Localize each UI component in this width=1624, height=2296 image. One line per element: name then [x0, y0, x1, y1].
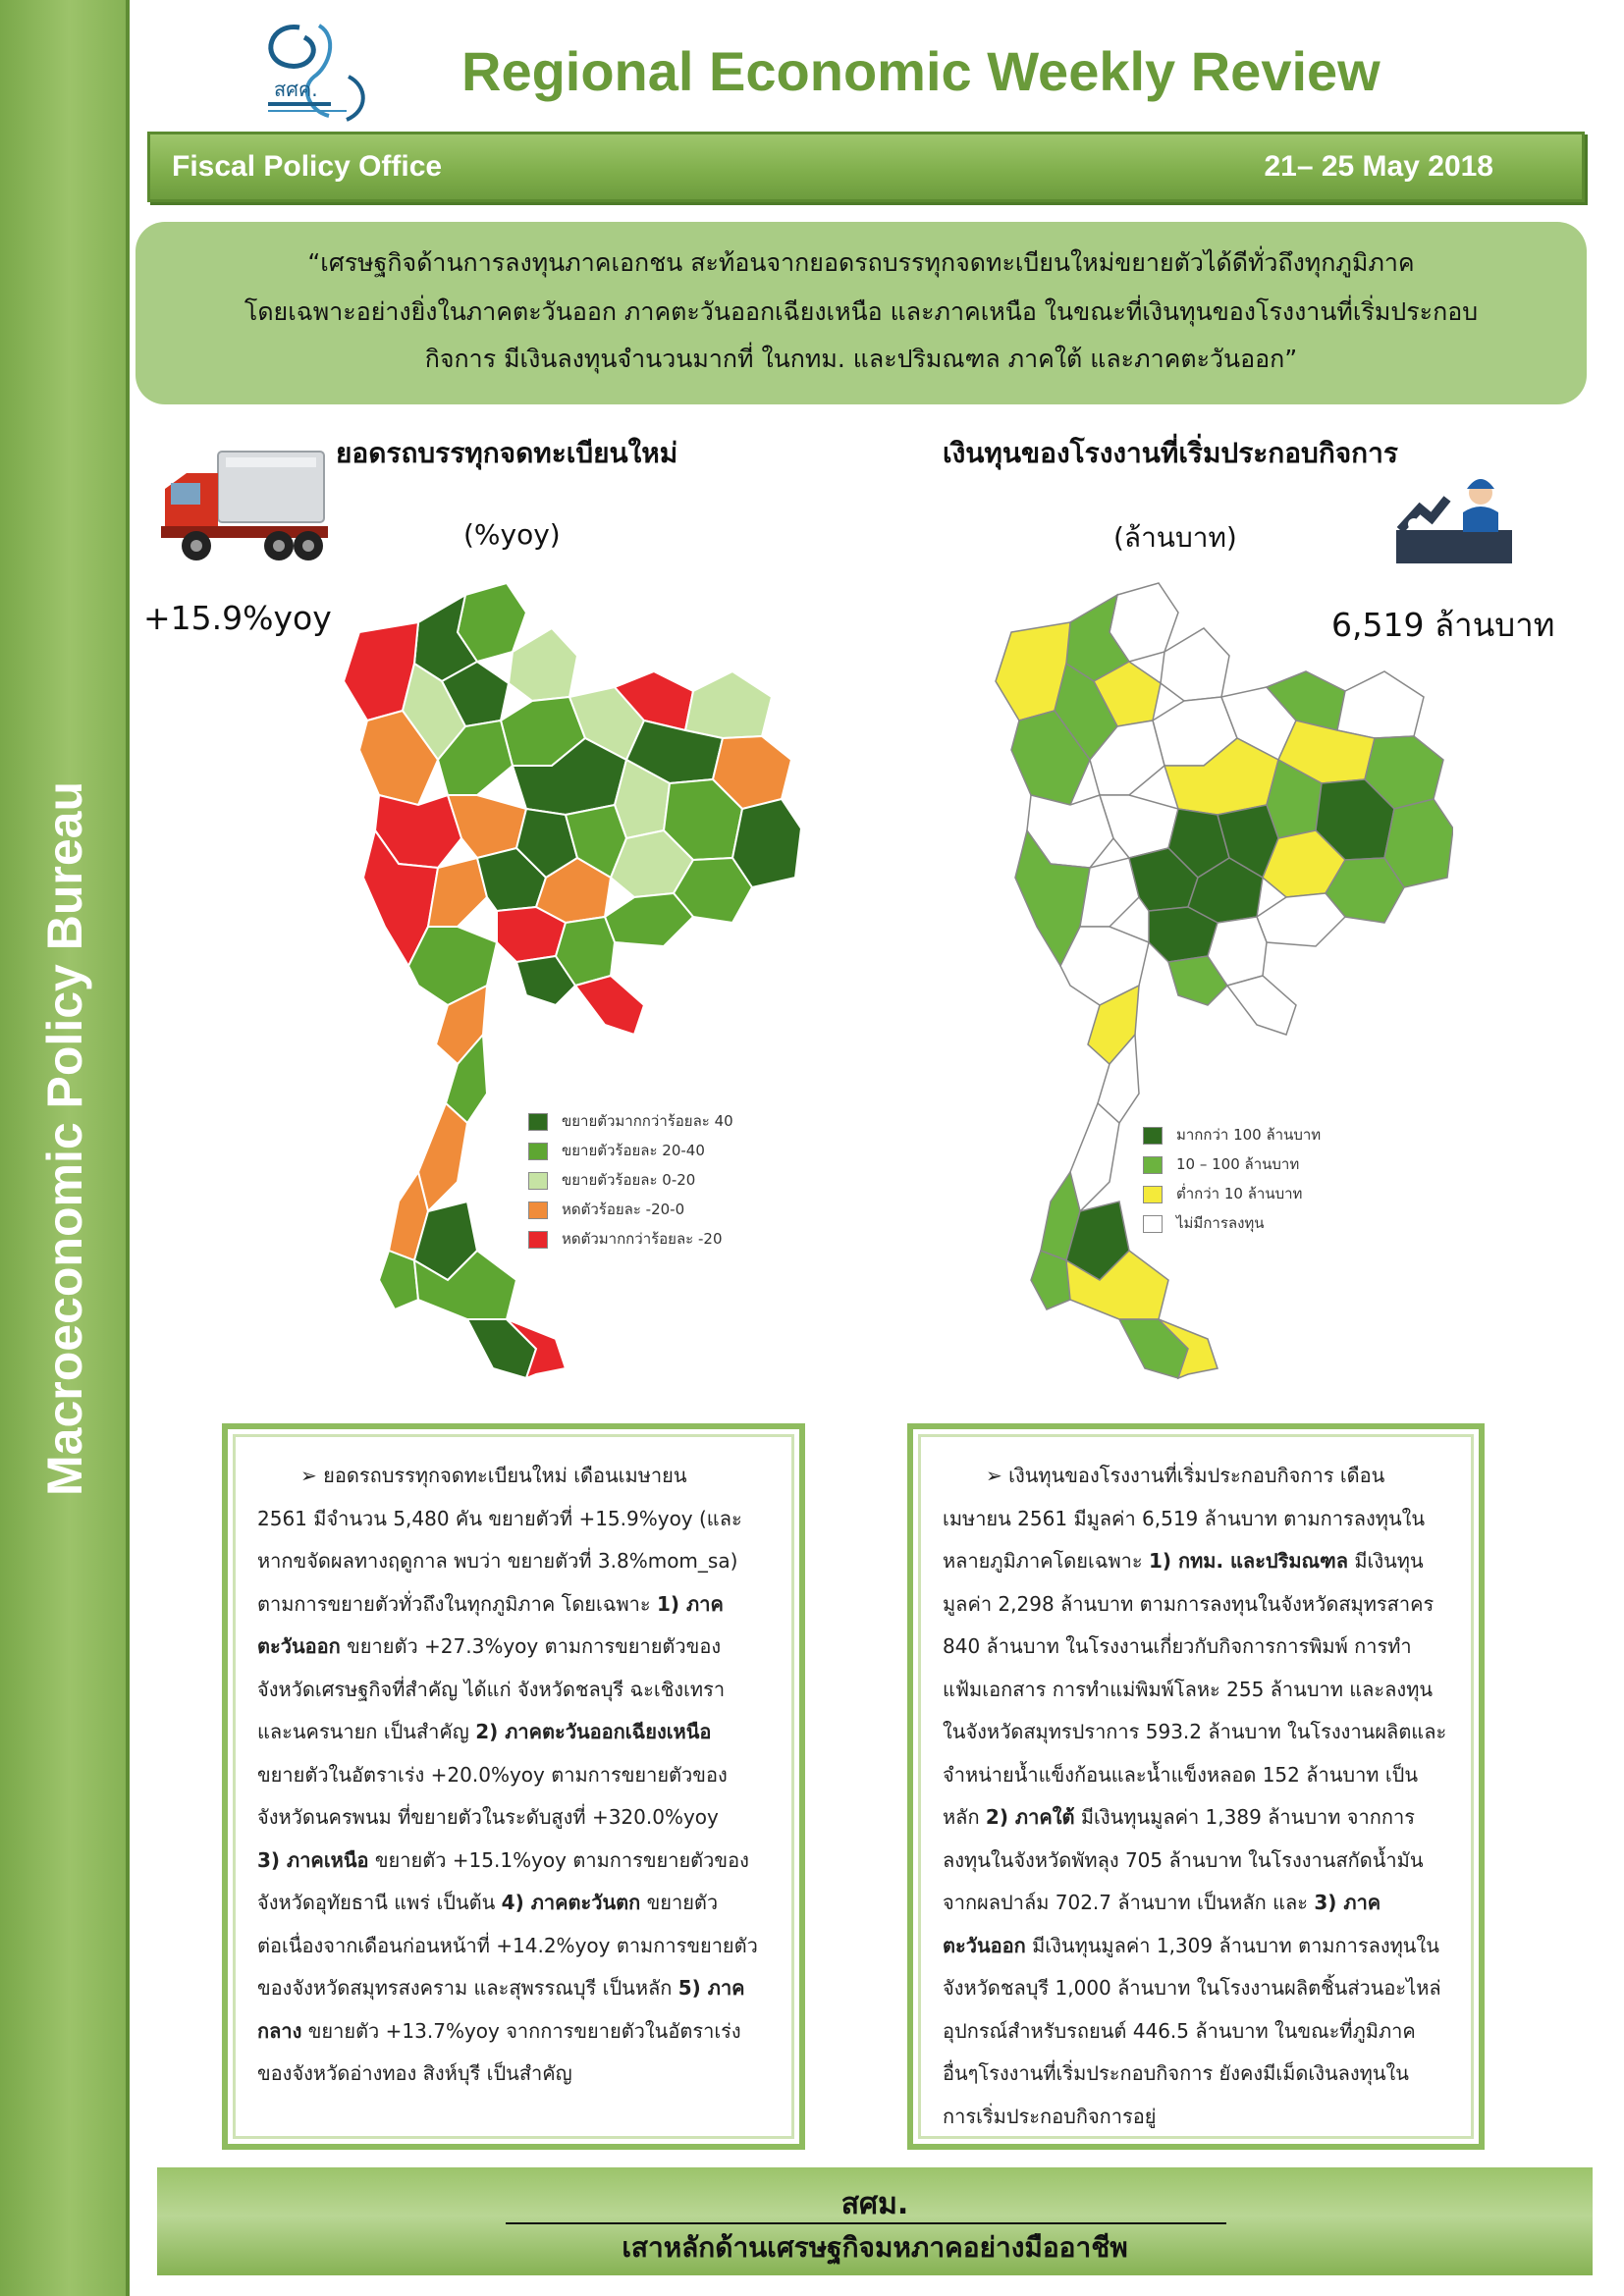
footer-bar: [157, 2167, 1593, 2275]
fpo-logo: [231, 18, 388, 133]
text-line: [943, 1626, 1446, 1669]
body-text: และนครนายก เป็นสำคัญ: [257, 1720, 476, 1743]
text-line: [943, 1754, 1446, 1797]
factory-chart-title: เงินทุนของโรงงานที่เริ่มประกอบกิจการ: [943, 437, 1398, 469]
emphasis-text: ตะวันออก: [943, 1933, 1026, 1957]
body-text: จากผลปาล์ม 702.7 ล้านบาท เป็นหลัก และ: [943, 1891, 1315, 1914]
body-text: ขยายตัวในอัตราเร่ง +20.0%yoy ตามการขยายตัวของ: [257, 1762, 728, 1787]
emphasis-text: 4) ภาคตะวันตก: [501, 1891, 641, 1914]
truck-growth-figure: +15.9%yoy: [143, 599, 332, 637]
text-line: [943, 1711, 1446, 1754]
quote-line: โดยเฉพาะอย่างยิ่งในภาคตะวันออก ภาคตะวันออกเฉียงเหนือ และภาคเหนือ ในขณะที่เงินทุนของโรงงานที่เริ่มประกอบ: [244, 297, 1479, 326]
body-text: ตามการขยายตัวทั่วถึงในทุกภูมิภาค โดยเฉพาะ: [257, 1591, 658, 1616]
text-line: [943, 1796, 1446, 1840]
body-text: เมษายน 2561 มีมูลค่า 6,519 ล้านบาท ตามการลงทุนใน: [943, 1506, 1426, 1530]
emphasis-text: กลาง: [257, 2018, 302, 2043]
text-line: [257, 1882, 758, 1925]
body-text: หากขจัดผลทางฤดูกาล พบว่า ขยายตัวที่ 3.8%mom_sa): [257, 1549, 738, 1573]
footer-slogan: เสาหลักด้านเศรษฐกิจมหภาคอย่างมืออาชีพ: [622, 2231, 1128, 2264]
text-line: [943, 2053, 1446, 2096]
quote-line: “เศรษฐกิจด้านการลงทุนภาคเอกชน สะท้อนจากยอดรถบรรทุกจดทะเบียนใหม่ขยายตัวได้ดีทั่วถึงทุกภูมิภาค: [307, 248, 1415, 277]
emphasis-text: 1) กทม. และปริมณฑล: [1148, 1549, 1348, 1573]
text-line: [943, 1540, 1446, 1583]
body-text: อุปกรณ์สำหรับรถยนต์ 446.5 ล้านบาท ในขณะที่ภูมิภาค: [943, 2018, 1416, 2043]
body-text: ในจังหวัดสมุทรปราการ 593.2 ล้านบาท ในโรงงานผลิตและ: [943, 1720, 1447, 1743]
legend-swatch: [528, 1172, 548, 1190]
body-text: มูลค่า 2,298 ล้านบาท ตามการลงทุนในจังหวัดสมุทรสาคร: [943, 1591, 1435, 1616]
text-line: [257, 2053, 758, 2096]
arrow-bullet-icon: ➢: [986, 1464, 1009, 1487]
body-text: แฟ้มเอกสาร การทำแม่พิมพ์โลหะ 255 ล้านบาท และลงทุน: [943, 1677, 1434, 1701]
office-name: Fiscal Policy Office: [172, 150, 443, 183]
truck-analysis-text: [257, 1455, 758, 2096]
emphasis-text: ตะวันออก: [257, 1634, 341, 1658]
factory-analysis-text: [943, 1455, 1446, 2138]
text-line: [257, 1796, 758, 1840]
body-text: หลัก: [943, 1805, 986, 1829]
body-text: จังหวัดเศรษฐกิจที่สำคัญ ได้แก่ จังหวัดชลบุรี ฉะเชิงเทรา: [257, 1677, 726, 1701]
factory-analysis-box: [907, 1423, 1485, 2150]
emphasis-text: 1) ภาค: [657, 1591, 724, 1616]
legend-swatch: [528, 1113, 548, 1131]
body-text: มีเงินทุนมูลค่า 1,389 ล้านบาท จากการ: [1074, 1805, 1415, 1829]
text-line: [257, 1840, 758, 1883]
body-text: ยอดรถบรรทุกจดทะเบียนใหม่ เดือนเมษายน: [323, 1464, 687, 1487]
text-line: [257, 1925, 758, 1968]
body-text: การเริ่มประกอบกิจการอยู่: [943, 2104, 1157, 2128]
body-text: ขยายตัว +13.7%yoy จากการขยายตัวในอัตราเร่ง: [301, 2018, 741, 2043]
body-text: ของจังหวัดสมุทรสงคราม และสุพรรณบุรี เป็นหลัก: [257, 1976, 678, 2000]
factory-chart-unit: (ล้านบาท): [1113, 521, 1237, 554]
body-text: จังหวัดอุทัยธานี แพร่ เป็นต้น: [257, 1891, 502, 1914]
text-line: [943, 1583, 1446, 1627]
body-text: ขยายตัว +27.3%yoy ตามการขยายตัวของ: [340, 1634, 722, 1658]
legend-swatch: [528, 1231, 548, 1249]
emphasis-text: 2) ภาคตะวันออกเฉียงเหนือ: [475, 1720, 712, 1743]
text-line: [943, 1840, 1446, 1883]
body-text: อื่นๆโรงงานที่เริ่มประกอบกิจการ ยังคงมีเม็ดเงินลงทุนใน: [943, 2061, 1409, 2085]
text-line: [257, 1711, 758, 1754]
body-text: จำหน่ายน้ำแข็งก้อนและน้ำแข็งหลอด 152 ล้านบาท เป็น: [943, 1762, 1419, 1787]
text-line: [257, 1669, 758, 1712]
logo-text: สศค.: [274, 78, 318, 101]
truck-icon: [157, 444, 334, 571]
truck-map: [320, 573, 801, 1388]
footer-divider: [506, 2222, 1226, 2224]
factory-investment-figure: 6,519 ล้านบาท: [1331, 606, 1555, 644]
body-text: 2561 มีจำนวน 5,480 คัน ขยายตัวที่ +15.9%yoy (และ: [257, 1506, 742, 1530]
text-line: [943, 1669, 1446, 1712]
text-line: [257, 1626, 758, 1669]
text-line: [257, 1754, 758, 1797]
factory-worker-icon: [1392, 469, 1516, 567]
text-line: [257, 1583, 758, 1627]
legend-swatch: [1143, 1156, 1163, 1174]
body-text: ขยายตัว +15.1%yoy ตามการขยายตัวของ: [368, 1847, 749, 1872]
legend-swatch: [1143, 1127, 1163, 1145]
truck-chart-unit: (%yoy): [463, 518, 561, 551]
text-line: [943, 1455, 1446, 1498]
text-line: [943, 1498, 1446, 1541]
body-text: เงินทุนของโรงงานที่เริ่มประกอบกิจการ เดือน: [1008, 1464, 1385, 1487]
arrow-bullet-icon: ➢: [300, 1464, 324, 1487]
footer-abbrev: สศม.: [840, 2187, 909, 2221]
truck-analysis-box: [222, 1423, 805, 2150]
issue-date: 21– 25 May 2018: [1264, 150, 1493, 183]
text-line: [943, 1925, 1446, 1968]
emphasis-text: 3) ภาคเหนือ: [257, 1847, 369, 1872]
text-line: [943, 1967, 1446, 2010]
body-text: ลงทุนในจังหวัดพัทลุง 705 ล้านบาท ในโรงงานสกัดน้ำมัน: [943, 1847, 1424, 1872]
legend-swatch: [1143, 1215, 1163, 1233]
emphasis-text: 3) ภาค: [1314, 1891, 1381, 1914]
legend-swatch: [528, 1143, 548, 1160]
emphasis-text: 5) ภาค: [677, 1976, 745, 2000]
text-line: [257, 1455, 758, 1498]
summary-quote: [135, 222, 1587, 404]
text-line: [943, 2010, 1446, 2054]
page-title: Regional Economic Weekly Review: [461, 40, 1380, 102]
side-label: Macroeconomic Policy Bureau: [37, 781, 92, 1497]
body-text: จังหวัดนครพนม ที่ขยายตัวในระดับสูงที่ +320.0%yoy: [257, 1805, 719, 1829]
text-line: [257, 1967, 758, 2010]
body-text: ขยายตัว: [640, 1891, 719, 1914]
body-text: มีเงินทุน: [1347, 1549, 1424, 1573]
body-text: หลายภูมิภาคโดยเฉพาะ: [943, 1549, 1149, 1573]
truck-chart-title: ยอดรถบรรทุกจดทะเบียนใหม่: [336, 437, 678, 469]
body-text: จังหวัดชลบุรี 1,000 ล้านบาท ในโรงงานผลิตชิ้นส่วนอะไหล่: [943, 1976, 1441, 2000]
quote-line: กิจการ มีเงินลงทุนจำนวนมากที่ ในกทม. และปริมณฑล ภาคใต้ และภาคตะวันออก”: [424, 345, 1298, 373]
text-line: [257, 2010, 758, 2054]
side-bar: [0, 0, 130, 2296]
text-line: [257, 1498, 758, 1541]
header-bar: [147, 132, 1585, 202]
factory-map: [972, 573, 1453, 1388]
body-text: มีเงินทุนมูลค่า 1,309 ล้านบาท ตามการลงทุนใน: [1025, 1933, 1439, 1957]
text-line: [257, 1540, 758, 1583]
text-line: [943, 1882, 1446, 1925]
body-text: ต่อเนื่องจากเดือนก่อนหน้าที่ +14.2%yoy ตามการขยายตัว: [257, 1933, 758, 1957]
body-text: 840 ล้านบาท ในโรงงานเกี่ยวกับกิจการการพิมพ์ การทำ: [943, 1634, 1412, 1658]
legend-swatch: [528, 1201, 548, 1219]
emphasis-text: 2) ภาคใต้: [985, 1805, 1075, 1829]
text-line: [943, 2096, 1446, 2139]
body-text: ของจังหวัดอ่างทอง สิงห์บุรี เป็นสำคัญ: [257, 2061, 572, 2085]
legend-swatch: [1143, 1186, 1163, 1203]
